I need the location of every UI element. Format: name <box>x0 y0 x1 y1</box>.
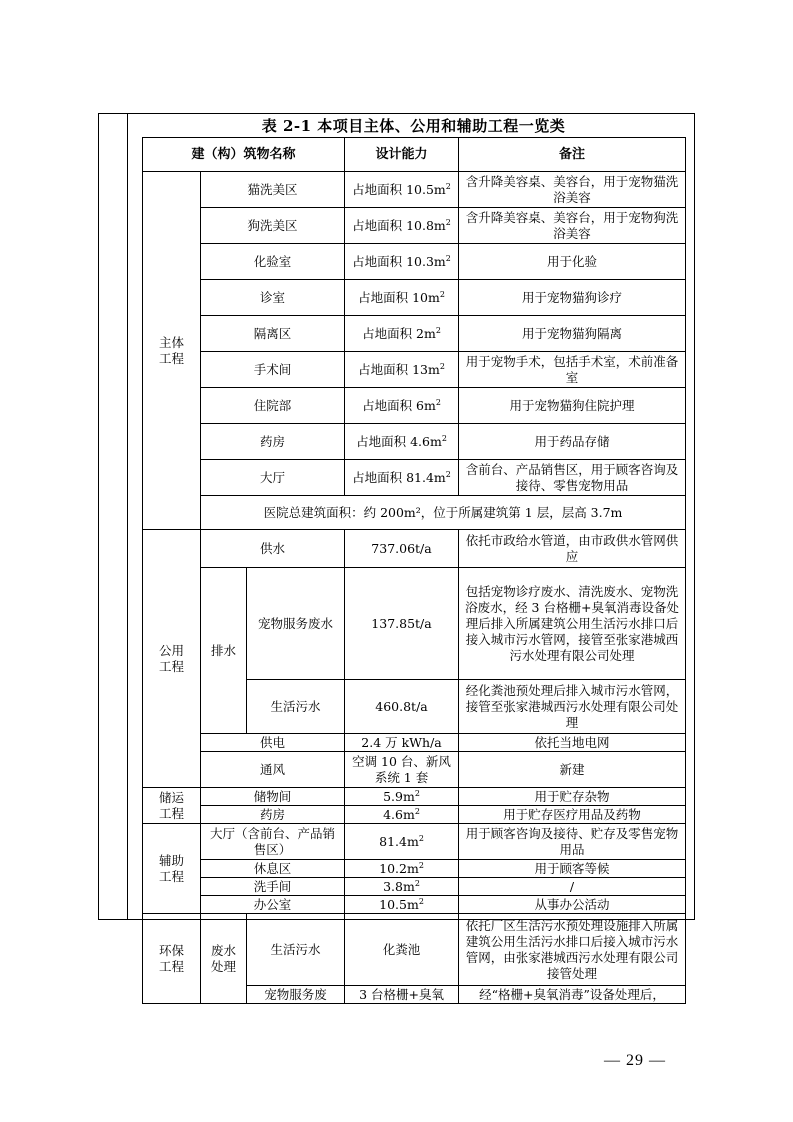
table-row <box>143 530 686 568</box>
row-note: 用于贮存医疗用品及药物 <box>459 806 686 824</box>
row-note: 用于宠物猫狗诊疗 <box>459 280 686 316</box>
row-name: 储物间 <box>201 788 345 806</box>
row-capacity: 737.06t/a <box>345 530 459 568</box>
row-name: 隔离区 <box>201 316 345 352</box>
row-name: 宠物服务废 <box>247 986 345 1004</box>
table-row <box>143 208 686 244</box>
row-capacity: 空调 10 台、新风系统 1 套 <box>345 752 459 788</box>
wastewater-treatment-label: 废水处理 <box>201 914 247 1004</box>
row-name: 供电 <box>201 734 345 752</box>
table-row <box>143 460 686 496</box>
row-name: 狗洗美区 <box>201 208 345 244</box>
row-capacity: 化粪池 <box>345 914 459 986</box>
row-name: 药房 <box>201 424 345 460</box>
row-name: 生活污水 <box>247 680 345 734</box>
row-name: 休息区 <box>201 860 345 878</box>
row-capacity: 3 台格栅+臭氧 <box>345 986 459 1004</box>
row-name: 诊室 <box>201 280 345 316</box>
row-capacity: 137.85t/a <box>345 568 459 680</box>
row-capacity: 占地面积 $10.8m^2$ <box>345 208 459 244</box>
row-name: 供水 <box>201 530 345 568</box>
group-storage: 储运工程 <box>143 788 201 824</box>
row-capacity: $10.2m^2$ <box>345 860 459 878</box>
row-capacity: $10.5m^2$ <box>345 896 459 914</box>
table-row <box>143 568 686 680</box>
row-note: 从事办公活动 <box>459 896 686 914</box>
row-note: 含升降美容桌、美容台，用于宠物猫洗浴美容 <box>459 172 686 208</box>
row-capacity: 占地面积 $2m^2$ <box>345 316 459 352</box>
table-row <box>143 860 686 878</box>
table-row <box>143 316 686 352</box>
row-name: 猫洗美区 <box>201 172 345 208</box>
frame-inner-line <box>127 113 128 920</box>
group-main: 主体工程 <box>143 172 201 530</box>
header-capacity: 设计能力 <box>345 138 459 172</box>
page-number: — 29 — <box>604 1052 666 1069</box>
row-capacity: $5.9m^2$ <box>345 788 459 806</box>
table-row <box>143 752 686 788</box>
row-note: 用于宠物猫狗住院护理 <box>459 388 686 424</box>
table-row <box>143 424 686 460</box>
table-row <box>143 806 686 824</box>
row-name: 手术间 <box>201 352 345 388</box>
row-capacity: $3.8m^2$ <box>345 878 459 896</box>
row-name: 大厅（含前台、产品销售区） <box>201 824 345 860</box>
table-row <box>143 734 686 752</box>
row-name: 大厅 <box>201 460 345 496</box>
row-note: 用于顾客咨询及接待、贮存及零售宠物用品 <box>459 824 686 860</box>
table-row <box>143 352 686 388</box>
project-table <box>142 137 686 1004</box>
row-capacity: 2.4 万 kWh/a <box>345 734 459 752</box>
row-note: 包括宠物诊疗废水、清洗废水、宠物洗浴废水，经 3 台格栅+臭氧消毒设备处理后排入所属建筑公用生活污水排口后接入城市污水管网，接管至张家港城西污水处理有限公司处理 <box>459 568 686 680</box>
row-name: 办公室 <box>201 896 345 914</box>
table-row <box>143 388 686 424</box>
group-env: 环保工程 <box>143 914 201 1004</box>
row-capacity: $81.4m^2$ <box>345 824 459 860</box>
row-capacity: 占地面积 $10.3m^2$ <box>345 244 459 280</box>
header-note: 备注 <box>459 138 686 172</box>
row-name: 洗手间 <box>201 878 345 896</box>
row-note: 新建 <box>459 752 686 788</box>
header-row <box>143 138 686 172</box>
table-row <box>143 914 686 986</box>
table-row <box>143 788 686 806</box>
header-name: 建（构）筑物名称 <box>143 138 345 172</box>
row-name: 住院部 <box>201 388 345 424</box>
row-name: 化验室 <box>201 244 345 280</box>
row-note: 用于化验 <box>459 244 686 280</box>
table-row <box>143 878 686 896</box>
row-note: 含升降美容桌、美容台，用于宠物狗洗浴美容 <box>459 208 686 244</box>
row-name: 生活污水 <box>247 914 345 986</box>
row-capacity: 占地面积 $13m^2$ <box>345 352 459 388</box>
table-row <box>143 824 686 860</box>
row-name: 宠物服务废水 <box>247 568 345 680</box>
row-capacity: 占地面积 $10.5m^2$ <box>345 172 459 208</box>
row-note: 用于顾客等候 <box>459 860 686 878</box>
table-row <box>143 172 686 208</box>
table-row <box>143 244 686 280</box>
row-note: 用于贮存杂物 <box>459 788 686 806</box>
table-title: 表 2-1 本项目主体、公用和辅助工程一览类 <box>261 117 566 135</box>
row-capacity: 占地面积 $10m^2$ <box>345 280 459 316</box>
table-row <box>143 896 686 914</box>
row-note: 经“格栅+臭氧消毒”设备处理后， <box>459 986 686 1004</box>
table-row <box>143 280 686 316</box>
row-note: / <box>459 878 686 896</box>
row-capacity: 占地面积 $81.4m^2$ <box>345 460 459 496</box>
row-name: 药房 <box>201 806 345 824</box>
row-name: 通风 <box>201 752 345 788</box>
main-summary: 医院总建筑面积：约 200m²，位于所属建筑第 1 层，层高 3.7m <box>201 496 686 530</box>
row-note: 经化粪池预处理后排入城市污水管网，接管至张家港城西污水处理有限公司处理 <box>459 680 686 734</box>
group-aux: 辅助工程 <box>143 824 201 914</box>
row-note: 用于宠物手术，包括手术室，术前准备室 <box>459 352 686 388</box>
row-capacity: 460.8t/a <box>345 680 459 734</box>
row-capacity: 占地面积 $6m^2$ <box>345 388 459 424</box>
row-note: 依托厂区生活污水预处理设施排入所属建筑公用生活污水排口后接入城市污水管网，由张家港城西污水处理有限公司接管处理 <box>459 914 686 986</box>
group-public: 公用工程 <box>143 530 201 788</box>
row-note: 用于宠物猫狗隔离 <box>459 316 686 352</box>
row-note: 用于药品存储 <box>459 424 686 460</box>
row-note: 依托当地电网 <box>459 734 686 752</box>
row-capacity: $4.6m^2$ <box>345 806 459 824</box>
row-note: 依托市政给水管道，由市政供水管网供应 <box>459 530 686 568</box>
drainage-label: 排水 <box>201 568 247 734</box>
row-capacity: 占地面积 $4.6m^2$ <box>345 424 459 460</box>
summary-row <box>143 496 686 530</box>
row-note: 含前台、产品销售区，用于顾客咨询及接待、零售宠物用品 <box>459 460 686 496</box>
